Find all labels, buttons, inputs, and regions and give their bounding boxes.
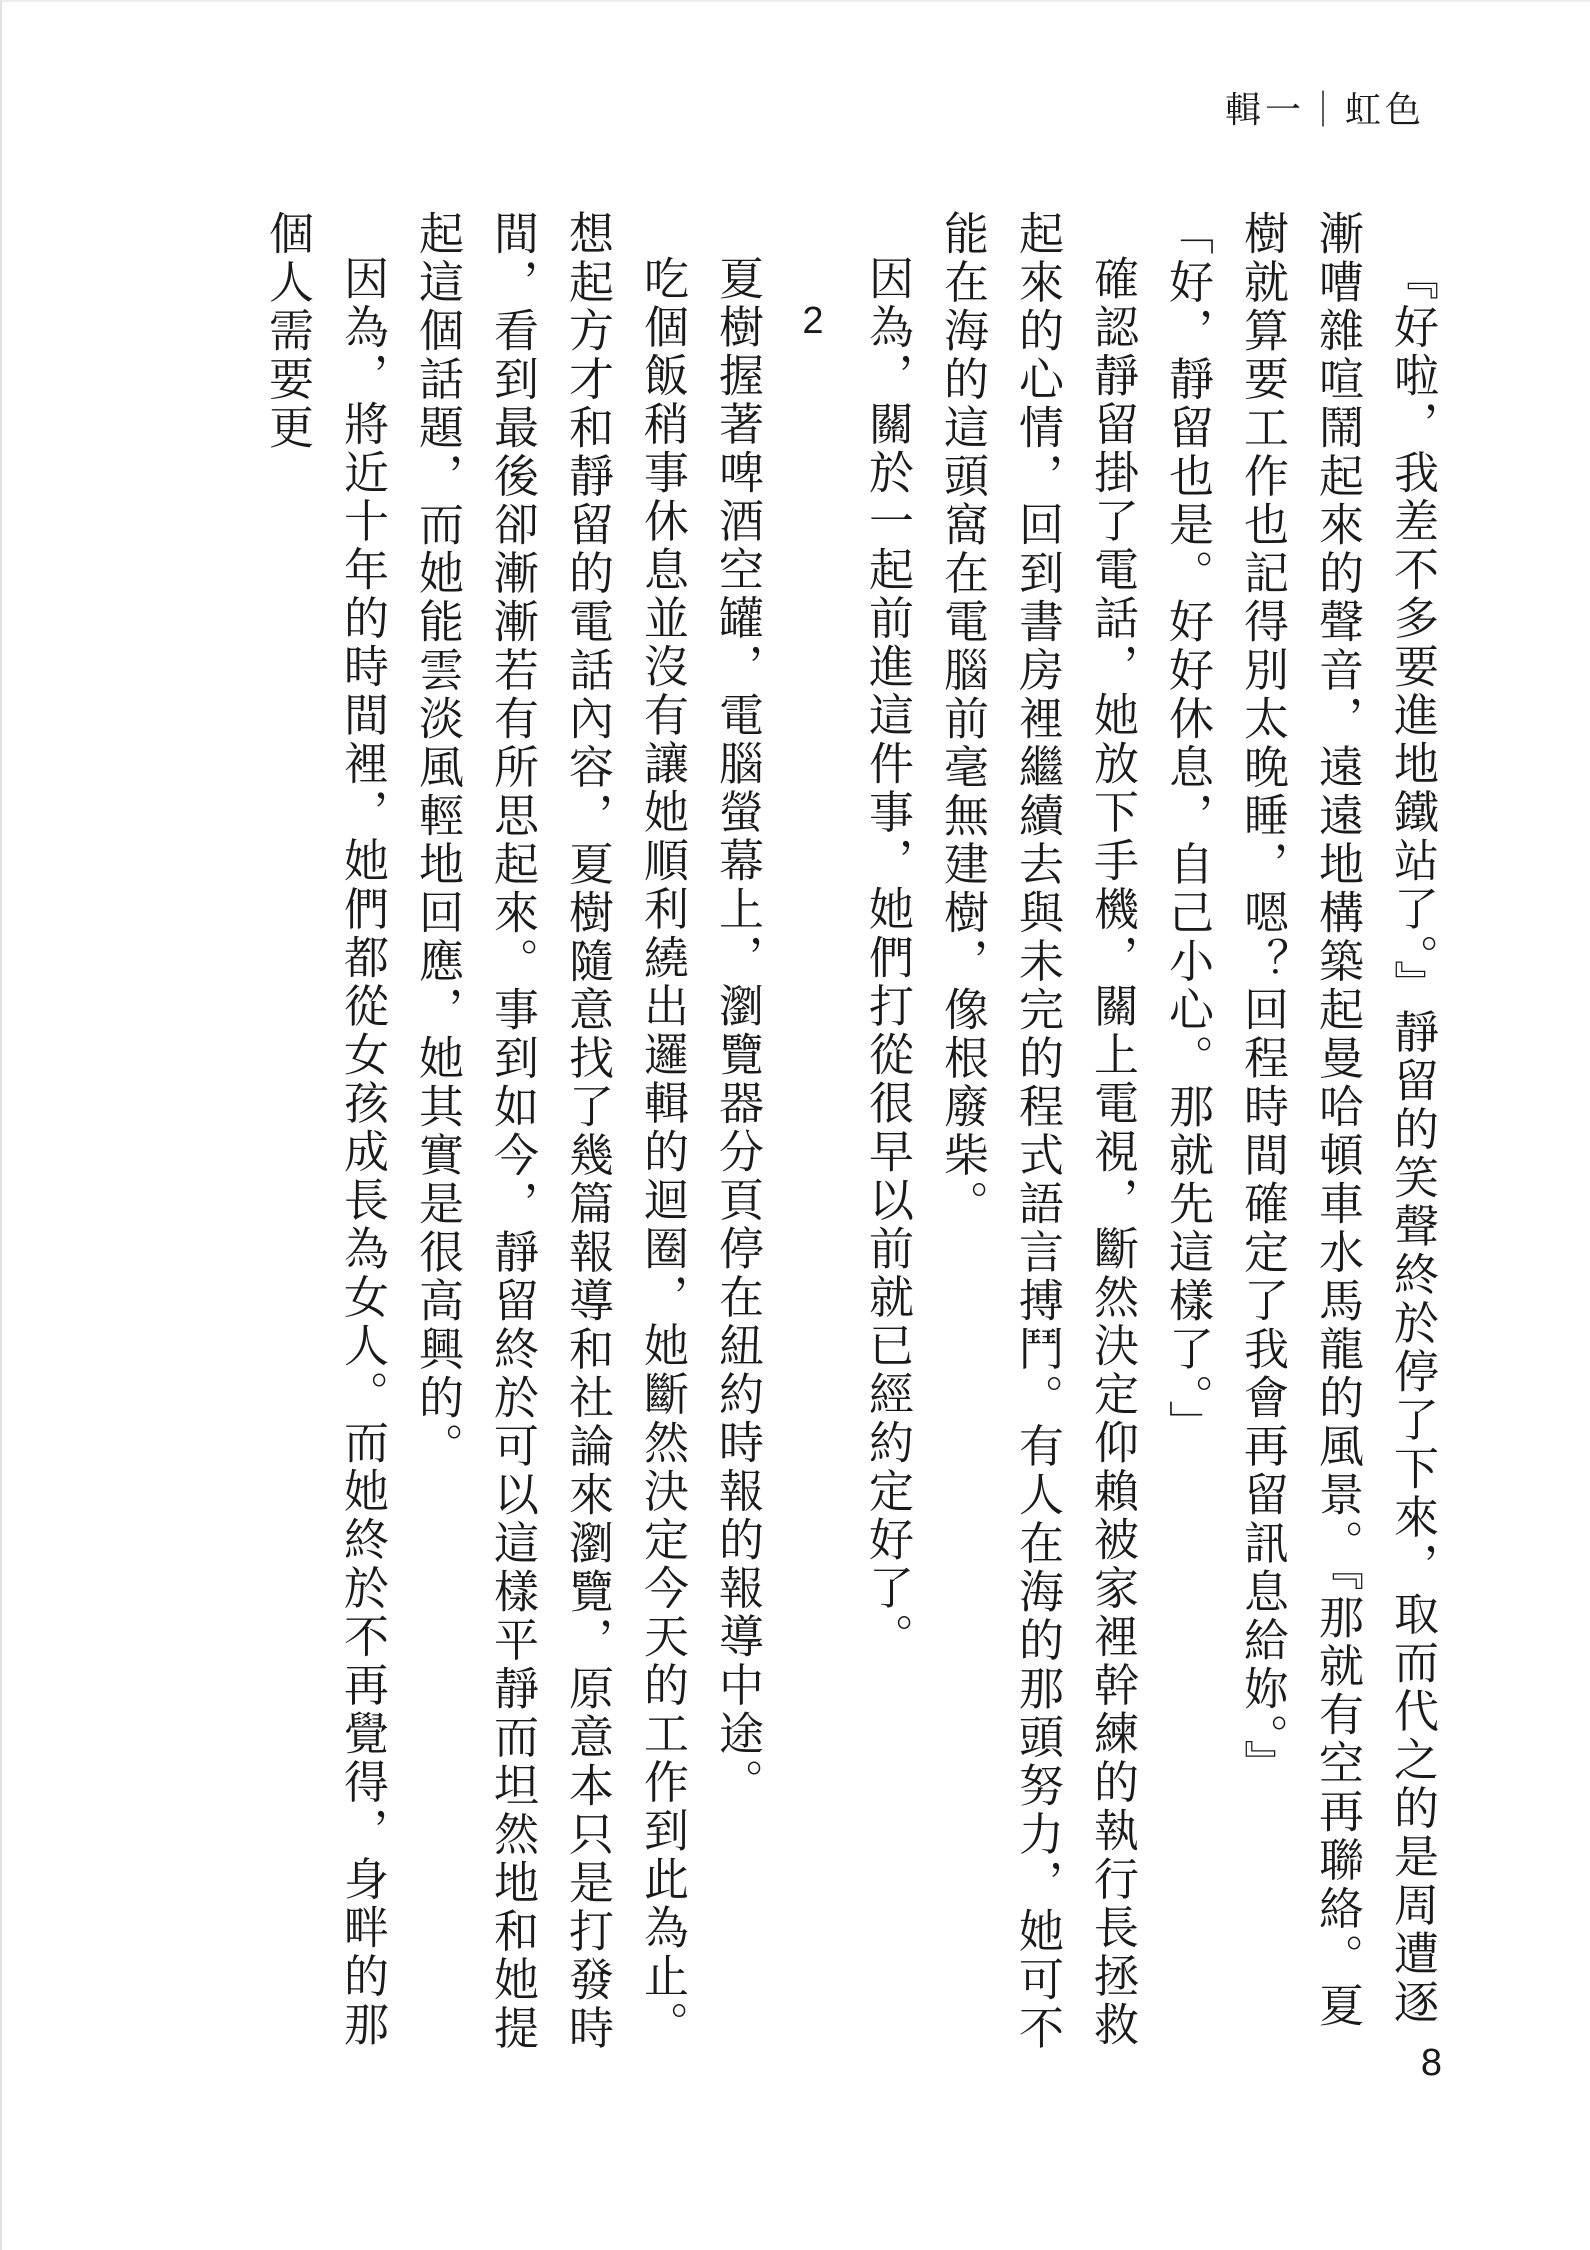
paragraph: 『好啦，我差不多要進地鐵站了。』靜留的笑聲終於停了下來，取而代之的是周遭逐漸嘈雜喧鬧起來的聲音，遠遠地構築起曼哈頓車水馬龍的風景。『那就有空再聯絡。夏樹就算要工作也記得別太晚睡，嗯？回程時間確定了我會再留訊息給妳。』 [1236,210,1439,2031]
paragraph: 因為，將近十年的時間裡，她們都從女孩成長為女人。而她終於不再覺得，身畔的那個人需要更 [261,210,389,2050]
page-number: 8 [1420,2042,1442,2084]
paragraph: 因為，關於一起前進這件事，她們打從很早以前就已經約定好了。 [861,255,914,1662]
paragraph: 吃個飯稍事休息並沒有讓她順利繞出邏輯的迴圈，她斷然決定今天的工作到此為止。想起方才和靜留的電話內容，夏樹隨意找了幾篇報導和社論來瀏覽，原意本只是打發時間，看到最後卻漸漸若有所思起來。事到如今，靜留終於可以這樣平靜而坦然地和她提起這個話題，而她能雲淡風輕地回應，她其實是很高興的。 [411,210,689,2053]
paragraph: 「好，靜留也是。好好休息，自己小心。那就先這樣了。」 [1161,210,1214,1449]
running-header: 輯一｜虹色 [1224,90,1425,131]
body-text [150,210,1450,2070]
paragraph: 確認靜留掛了電話，她放下手機，關上電視，斷然決定仰賴被家裡幹練的執行長拯救起來的心情，回到書房裡繼續去與未完的程式語言搏鬥。有人在海的那頭努力，她可不能在海的這頭窩在電腦前毫無建樹，像根廢柴。 [936,210,1139,2053]
section-number: 2 [792,300,834,346]
paragraph: 夏樹握著啤酒空罐，電腦螢幕上，瀏覽器分頁停在紐約時報的報導中途。 [711,255,764,1807]
